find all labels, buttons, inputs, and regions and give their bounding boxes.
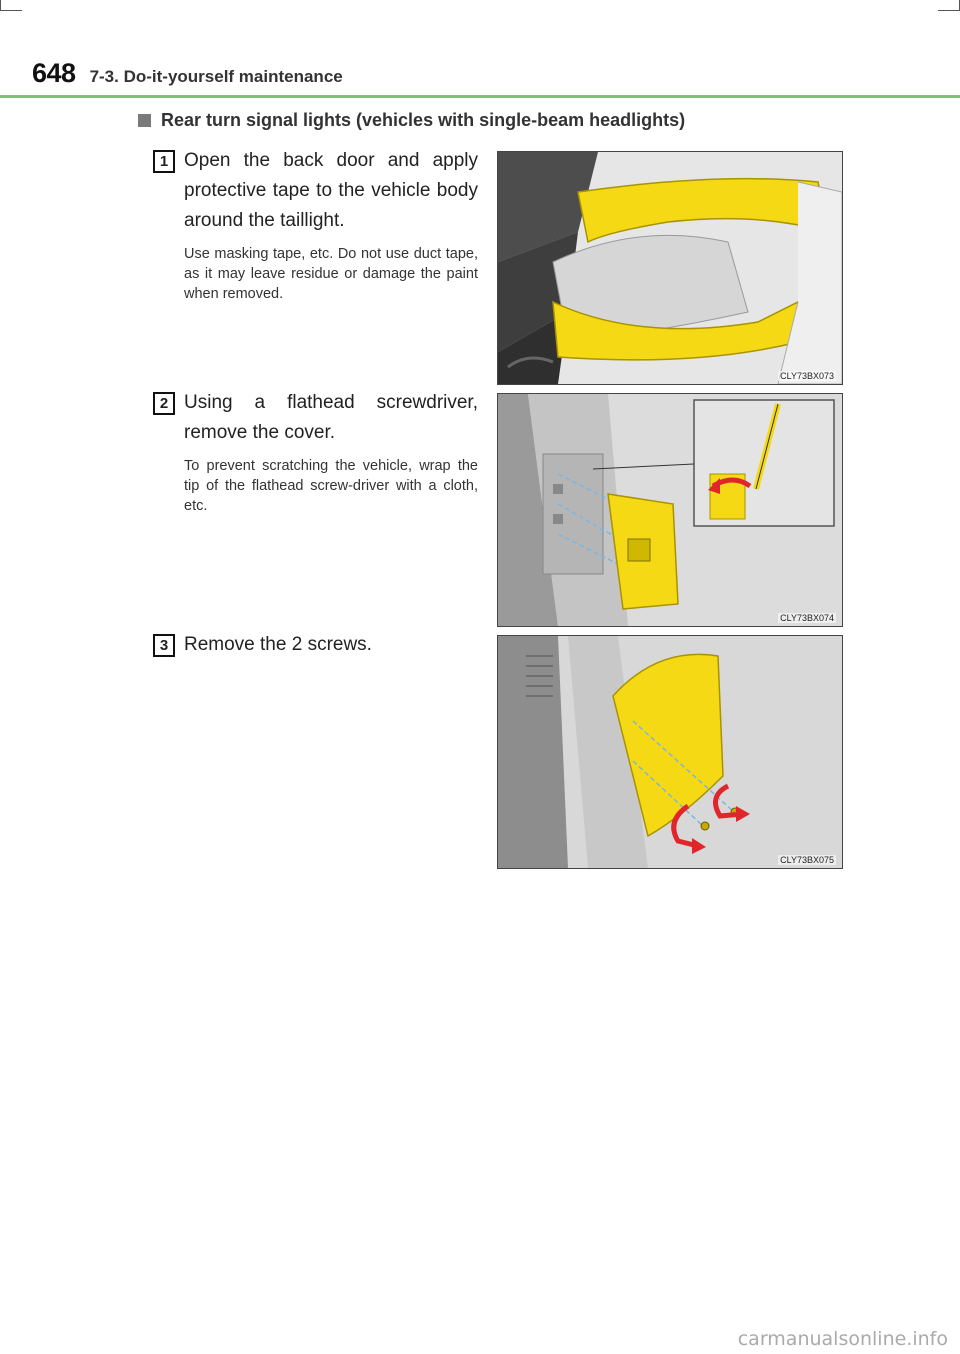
figure-code: CLY73BX074 [780, 613, 834, 623]
crop-mark [0, 0, 1, 10]
section-heading [138, 110, 685, 131]
square-bullet-icon [138, 114, 151, 127]
figure-code: CLY73BX073 [780, 371, 834, 381]
step-instruction: Open the back door and apply protective tape to the vehicle body around the taillight. [184, 150, 478, 231]
page-number: 648 [32, 58, 76, 88]
section-title: Rear turn signal lights (vehicles with single-beam headlights) [161, 110, 686, 130]
figure-code: CLY73BX075 [780, 855, 834, 865]
step-instruction: Using a flathead screwdriver, remove the cover. [184, 392, 478, 443]
cover-removal-illustration [498, 394, 842, 626]
crop-mark [0, 10, 22, 11]
step-figure [497, 151, 843, 385]
taillight-tape-illustration [498, 152, 842, 384]
step-figure [497, 393, 843, 627]
step-number: 3 [153, 634, 175, 657]
step-note: To prevent scratching the vehicle, wrap the tip of the flathead screw-driver with a cloth, etc. [184, 458, 478, 514]
step-number: 1 [153, 150, 175, 173]
crop-mark [938, 10, 960, 11]
page-header [32, 58, 343, 89]
watermark: carmanualsonline.info [737, 1328, 948, 1350]
header-rule [0, 95, 960, 98]
step-note: Use masking tape, etc. Do not use duct tape, as it may leave residue or damage the paint when removed. [184, 246, 478, 302]
chapter-title: 7-3. Do-it-yourself maintenance [89, 67, 343, 86]
step-figure [497, 635, 843, 869]
step-number: 2 [153, 392, 175, 415]
screw-removal-illustration [498, 636, 842, 868]
step-instruction: Remove the 2 screws. [184, 634, 372, 655]
